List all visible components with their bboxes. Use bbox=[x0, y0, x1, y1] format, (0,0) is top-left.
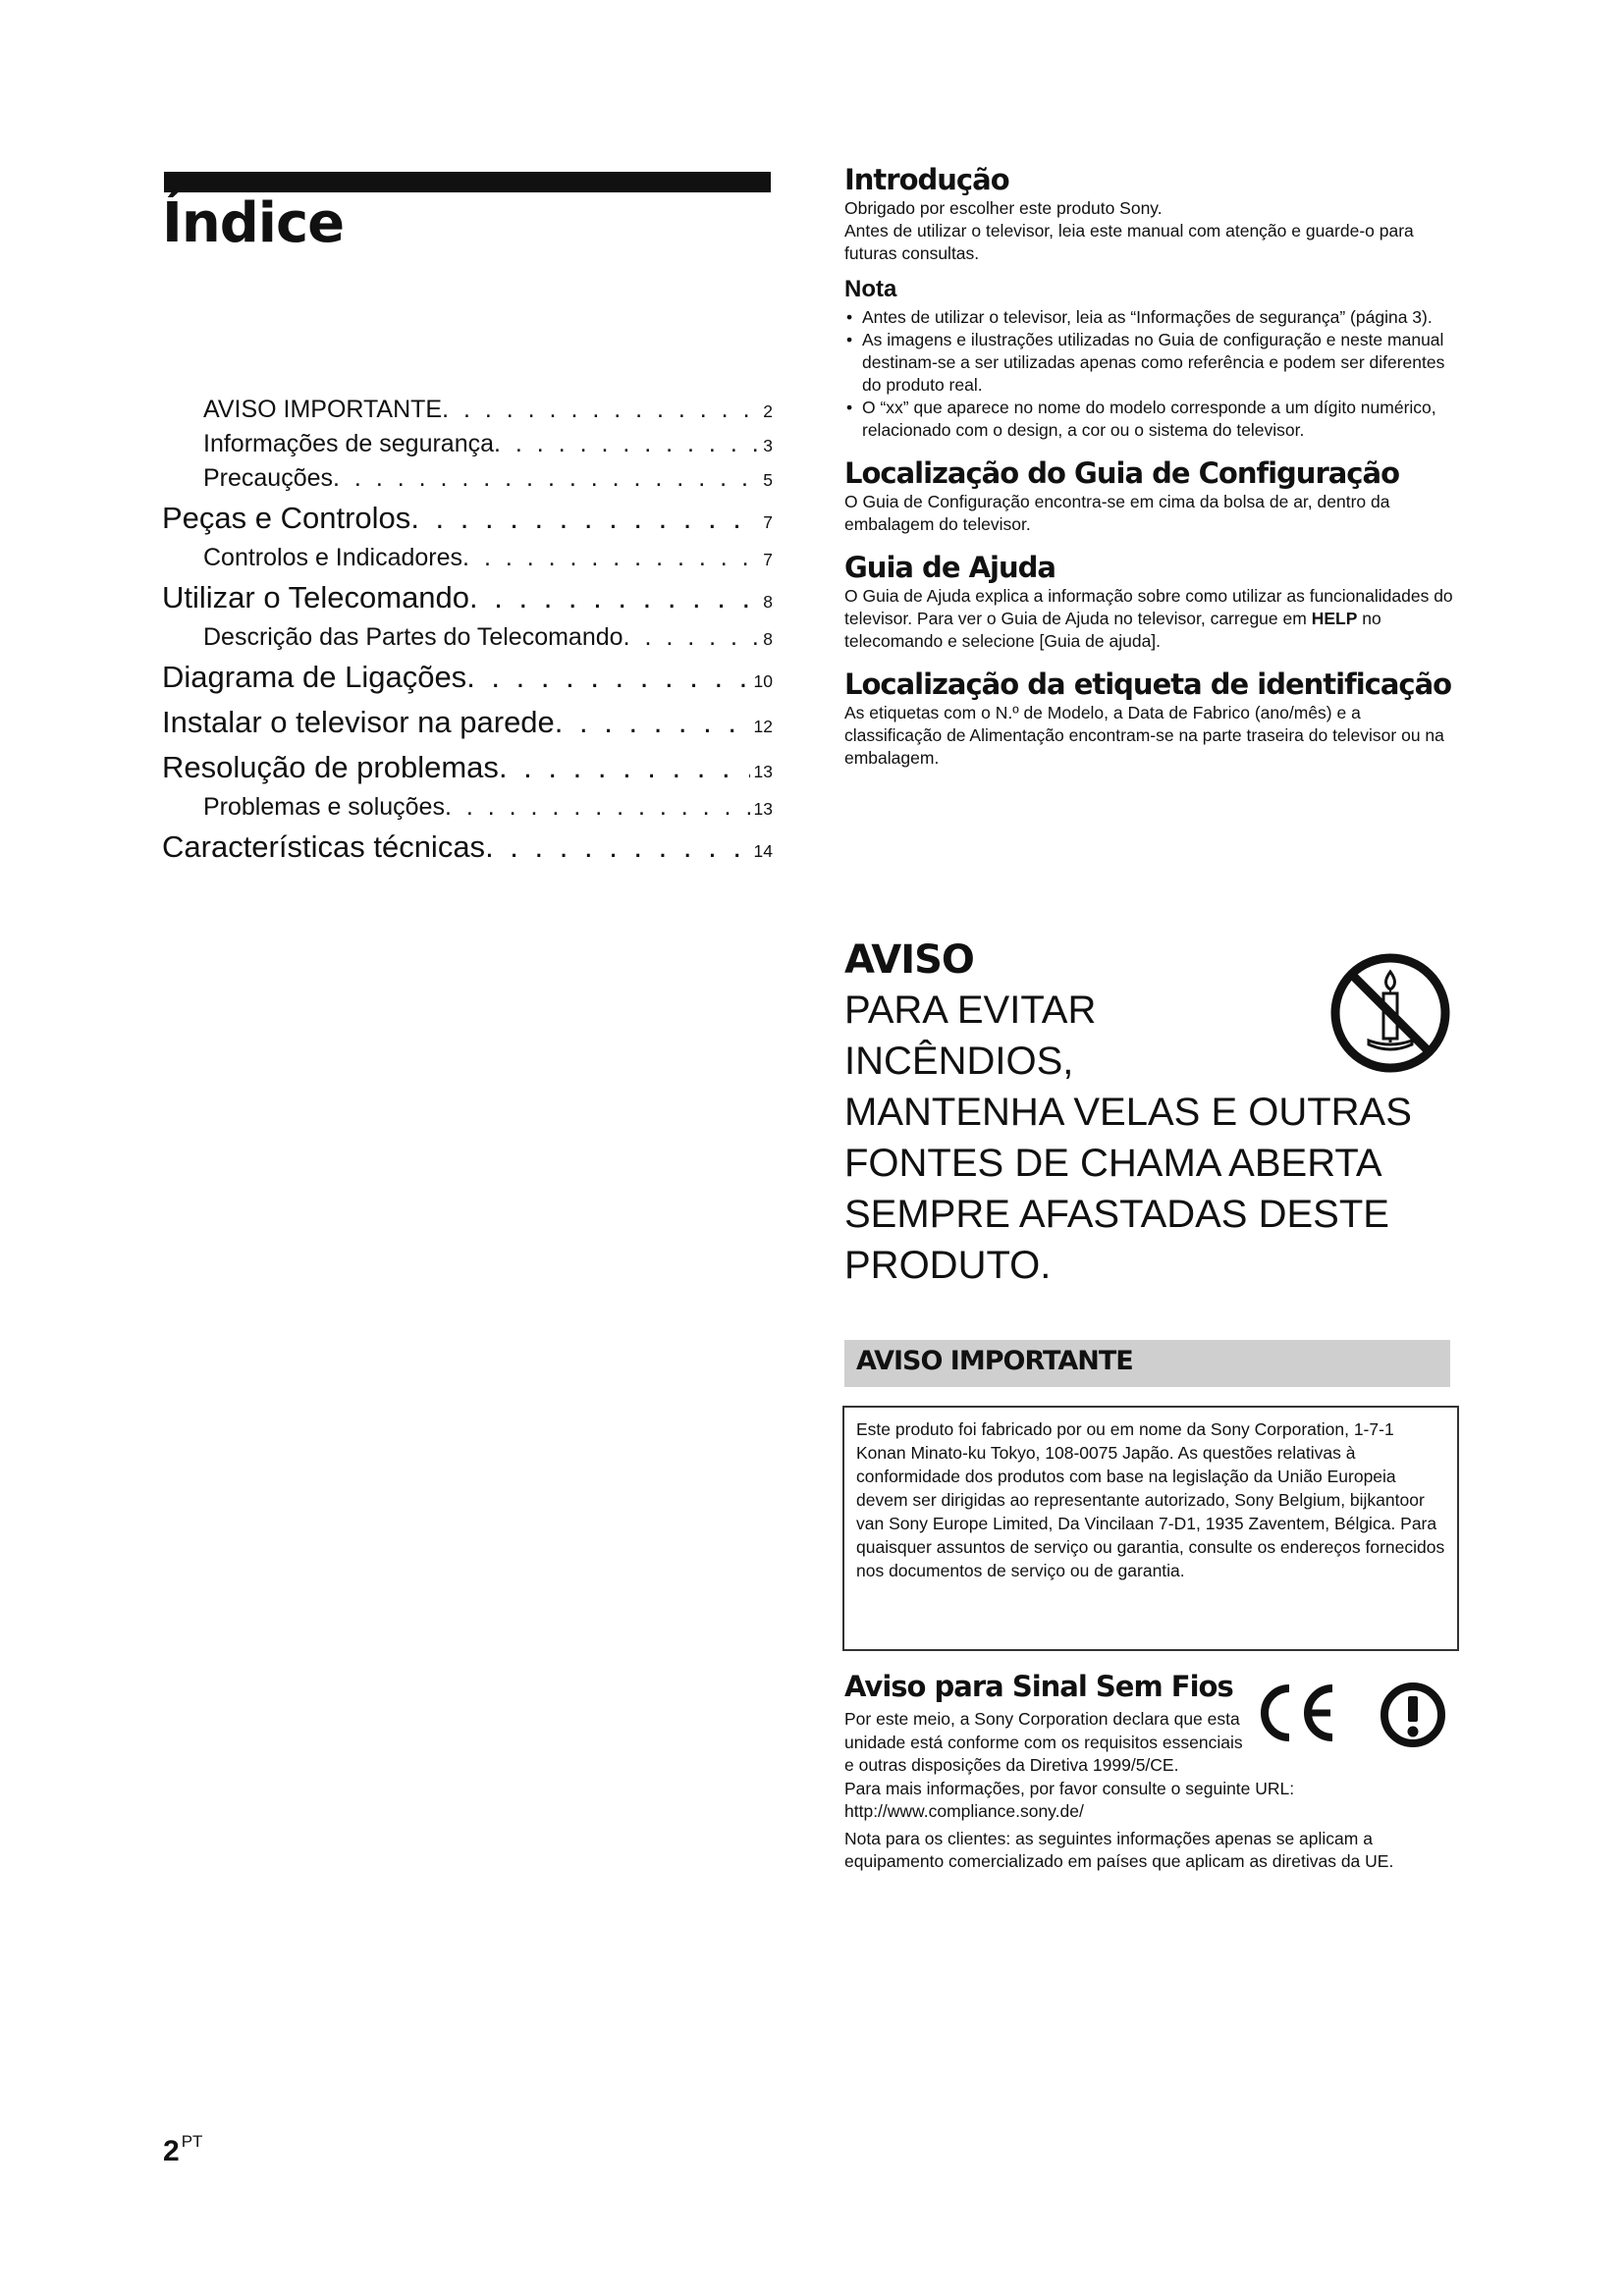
toc-entry-page: 2 bbox=[763, 401, 773, 421]
toc-entry-page: 13 bbox=[753, 799, 773, 819]
warning-title: AVISO bbox=[844, 937, 974, 983]
toc-entry-label: Descrição das Partes do Telecomando bbox=[203, 623, 623, 651]
toc-entry-page: 5 bbox=[763, 470, 773, 490]
toc-leader-dots bbox=[623, 620, 760, 655]
compliance-url: http://www.compliance.sony.de/ bbox=[844, 1801, 1084, 1821]
toc-leader-dots bbox=[410, 496, 759, 541]
toc-entry-page: 14 bbox=[753, 841, 773, 861]
toc-entry-page: 10 bbox=[753, 671, 773, 691]
list-item: • Antes de utilizar o televisor, leia as “Informações de segurança” (página 3). bbox=[844, 306, 1453, 329]
help-guide-section bbox=[844, 550, 1453, 653]
toc-entry-label: Diagrama de Ligações bbox=[162, 660, 467, 694]
warning-line: PARA EVITAR bbox=[844, 988, 1097, 1032]
toc-entry-label: AVISO IMPORTANTE bbox=[203, 396, 443, 423]
toc-leader-dots bbox=[462, 541, 759, 575]
toc-entry bbox=[162, 655, 773, 700]
nota-list bbox=[844, 306, 1453, 442]
toc-entry-label: Instalar o televisor na parede bbox=[162, 705, 555, 739]
alert-circle-icon bbox=[1379, 1681, 1447, 1749]
list-item: • O “xx” que aparece no nome do modelo corresponde a um dígito numérico, relacionado com o design, a cor ou o sistema do televisor. bbox=[844, 397, 1453, 442]
toc-entry bbox=[162, 427, 773, 461]
toc-entry bbox=[162, 825, 773, 870]
toc-leader-dots bbox=[333, 461, 759, 496]
page-title: Índice bbox=[162, 191, 345, 255]
toc-entry bbox=[162, 461, 773, 496]
toc-entry-label: Resolução de problemas bbox=[162, 750, 499, 784]
help-text-before: O Guia de Ajuda explica a informação sobre como utilizar as funcionalidades do televisor. Para ver o Guia de Ajuda no televisor, carregue em bbox=[844, 586, 1453, 628]
warning-line: INCÊNDIOS, bbox=[844, 1040, 1074, 1083]
toc-entry bbox=[162, 541, 773, 575]
warning-line: PRODUTO. bbox=[844, 1244, 1052, 1287]
wireless-notice bbox=[844, 1669, 1463, 1874]
toc-entry bbox=[162, 393, 773, 427]
help-key: HELP bbox=[1311, 609, 1358, 628]
warning-line: SEMPRE AFASTADAS DESTE bbox=[844, 1193, 1389, 1236]
label-location-title: Localização da etiqueta de identificação bbox=[844, 667, 1452, 701]
toc-leader-dots bbox=[466, 655, 749, 700]
wireless-title: Aviso para Sinal Sem Fios bbox=[844, 1670, 1233, 1703]
toc-entry-page: 8 bbox=[763, 629, 773, 649]
toc-entry-page: 13 bbox=[753, 762, 773, 781]
setup-guide-title: Localização do Guia de Configuração bbox=[844, 456, 1399, 490]
toc-entry-page: 3 bbox=[763, 436, 773, 455]
label-location-text: As etiquetas com o N.º de Modelo, a Data de Fabrico (ano/mês) e a classificação de Alimentação encontram-se na parte traseira do televisor ou na embalagem. bbox=[844, 703, 1444, 768]
right-column bbox=[844, 162, 1453, 770]
label-location-section bbox=[844, 667, 1453, 770]
page-number-suffix: PT bbox=[181, 2132, 203, 2151]
toc-entry-page: 7 bbox=[763, 550, 773, 569]
setup-guide-section bbox=[844, 455, 1453, 536]
no-candle-icon bbox=[1327, 950, 1453, 1076]
wireless-text-3: Nota para os clientes: as seguintes informações apenas se aplicam a equipamento comercializado em países que aplicam as diretivas da UE. bbox=[844, 1828, 1394, 1871]
toc-entry bbox=[162, 620, 773, 655]
warning-line: FONTES DE CHAMA ABERTA bbox=[844, 1142, 1382, 1185]
toc-entry bbox=[162, 700, 773, 745]
toc-leader-dots bbox=[485, 825, 749, 870]
toc-entry-page: 12 bbox=[753, 717, 773, 736]
important-notice-box bbox=[842, 1406, 1459, 1651]
warning-line: MANTENHA VELAS E OUTRAS bbox=[844, 1091, 1412, 1134]
toc-entry bbox=[162, 745, 773, 790]
toc-entry-label: Controlos e Indicadores bbox=[203, 544, 463, 571]
important-notice-text: Este produto foi fabricado por ou em nome da Sony Corporation, 1-7-1 Konan Minato-ku Tokyo, 108-0075 Japão. As questões relativas à conformidade dos produtos com base na legislação da União Europeia devem ser dirigidas ao representante autorizado, Sony Belgium, bijkantoor van Sony Europe Limited, Da Vincilaan 7-D1, 1935 Zaventem, Bélgica. Para quaisquer assuntos de serviço ou garantia, consulte os endereços fornecidos nos documentos de serviço ou de garantia. bbox=[856, 1419, 1445, 1580]
list-item: • As imagens e ilustrações utilizadas no Guia de configuração e neste manual destinam-se a ser utilizadas apenas como referência e podem ser diferentes do produto real. bbox=[844, 329, 1453, 397]
toc-entry-label: Problemas e soluções bbox=[203, 793, 445, 821]
intro-section bbox=[844, 162, 1453, 442]
intro-text-1: Obrigado por escolher este produto Sony. bbox=[844, 198, 1163, 218]
toc-entry-label: Peças e Controlos bbox=[162, 501, 411, 535]
ce-mark-icon bbox=[1252, 1681, 1338, 1745]
table-of-contents bbox=[162, 393, 773, 870]
toc-entry bbox=[162, 575, 773, 620]
page-number bbox=[163, 2132, 202, 2168]
help-guide-title: Guia de Ajuda bbox=[844, 551, 1056, 584]
toc-leader-dots bbox=[555, 700, 750, 745]
title-bar bbox=[164, 172, 771, 192]
wireless-text-2: Para mais informações, por favor consulte o seguinte URL: bbox=[844, 1778, 1295, 1798]
toc-entry-page: 8 bbox=[763, 592, 773, 612]
page-number-value: 2 bbox=[163, 2135, 180, 2167]
toc-entry-label: Precauções bbox=[203, 464, 334, 492]
intro-title: Introdução bbox=[844, 163, 1009, 196]
toc-leader-dots bbox=[442, 393, 759, 427]
toc-entry-label: Utilizar o Telecomando bbox=[162, 580, 470, 614]
toc-entry-page: 7 bbox=[763, 512, 773, 532]
toc-entry-label: Informações de segurança bbox=[203, 430, 495, 457]
toc-leader-dots bbox=[494, 427, 759, 461]
important-notice-header bbox=[844, 1340, 1450, 1387]
help-guide-text bbox=[844, 585, 1453, 653]
toc-leader-dots bbox=[499, 745, 750, 790]
toc-leader-dots bbox=[469, 575, 759, 620]
toc-leader-dots bbox=[445, 790, 750, 825]
toc-entry bbox=[162, 790, 773, 825]
help-text-after: no telecomando e selecione [Guia de ajuda]. bbox=[844, 609, 1381, 651]
toc-entry-label: Características técnicas bbox=[162, 829, 486, 864]
intro-text-2: Antes de utilizar o televisor, leia este manual com atenção e guarde-o para futuras consultas. bbox=[844, 221, 1414, 263]
wireless-text-1: Por este meio, a Sony Corporation declara que esta unidade está conforme com os requisitos essenciais e outras disposições da Diretiva 1999/5/CE. bbox=[844, 1709, 1243, 1775]
toc-entry bbox=[162, 496, 773, 541]
important-notice-title: AVISO IMPORTANTE bbox=[856, 1346, 1133, 1376]
nota-title: Nota bbox=[844, 276, 897, 302]
setup-guide-text: O Guia de Configuração encontra-se em cima da bolsa de ar, dentro da embalagem do televisor. bbox=[844, 492, 1390, 534]
